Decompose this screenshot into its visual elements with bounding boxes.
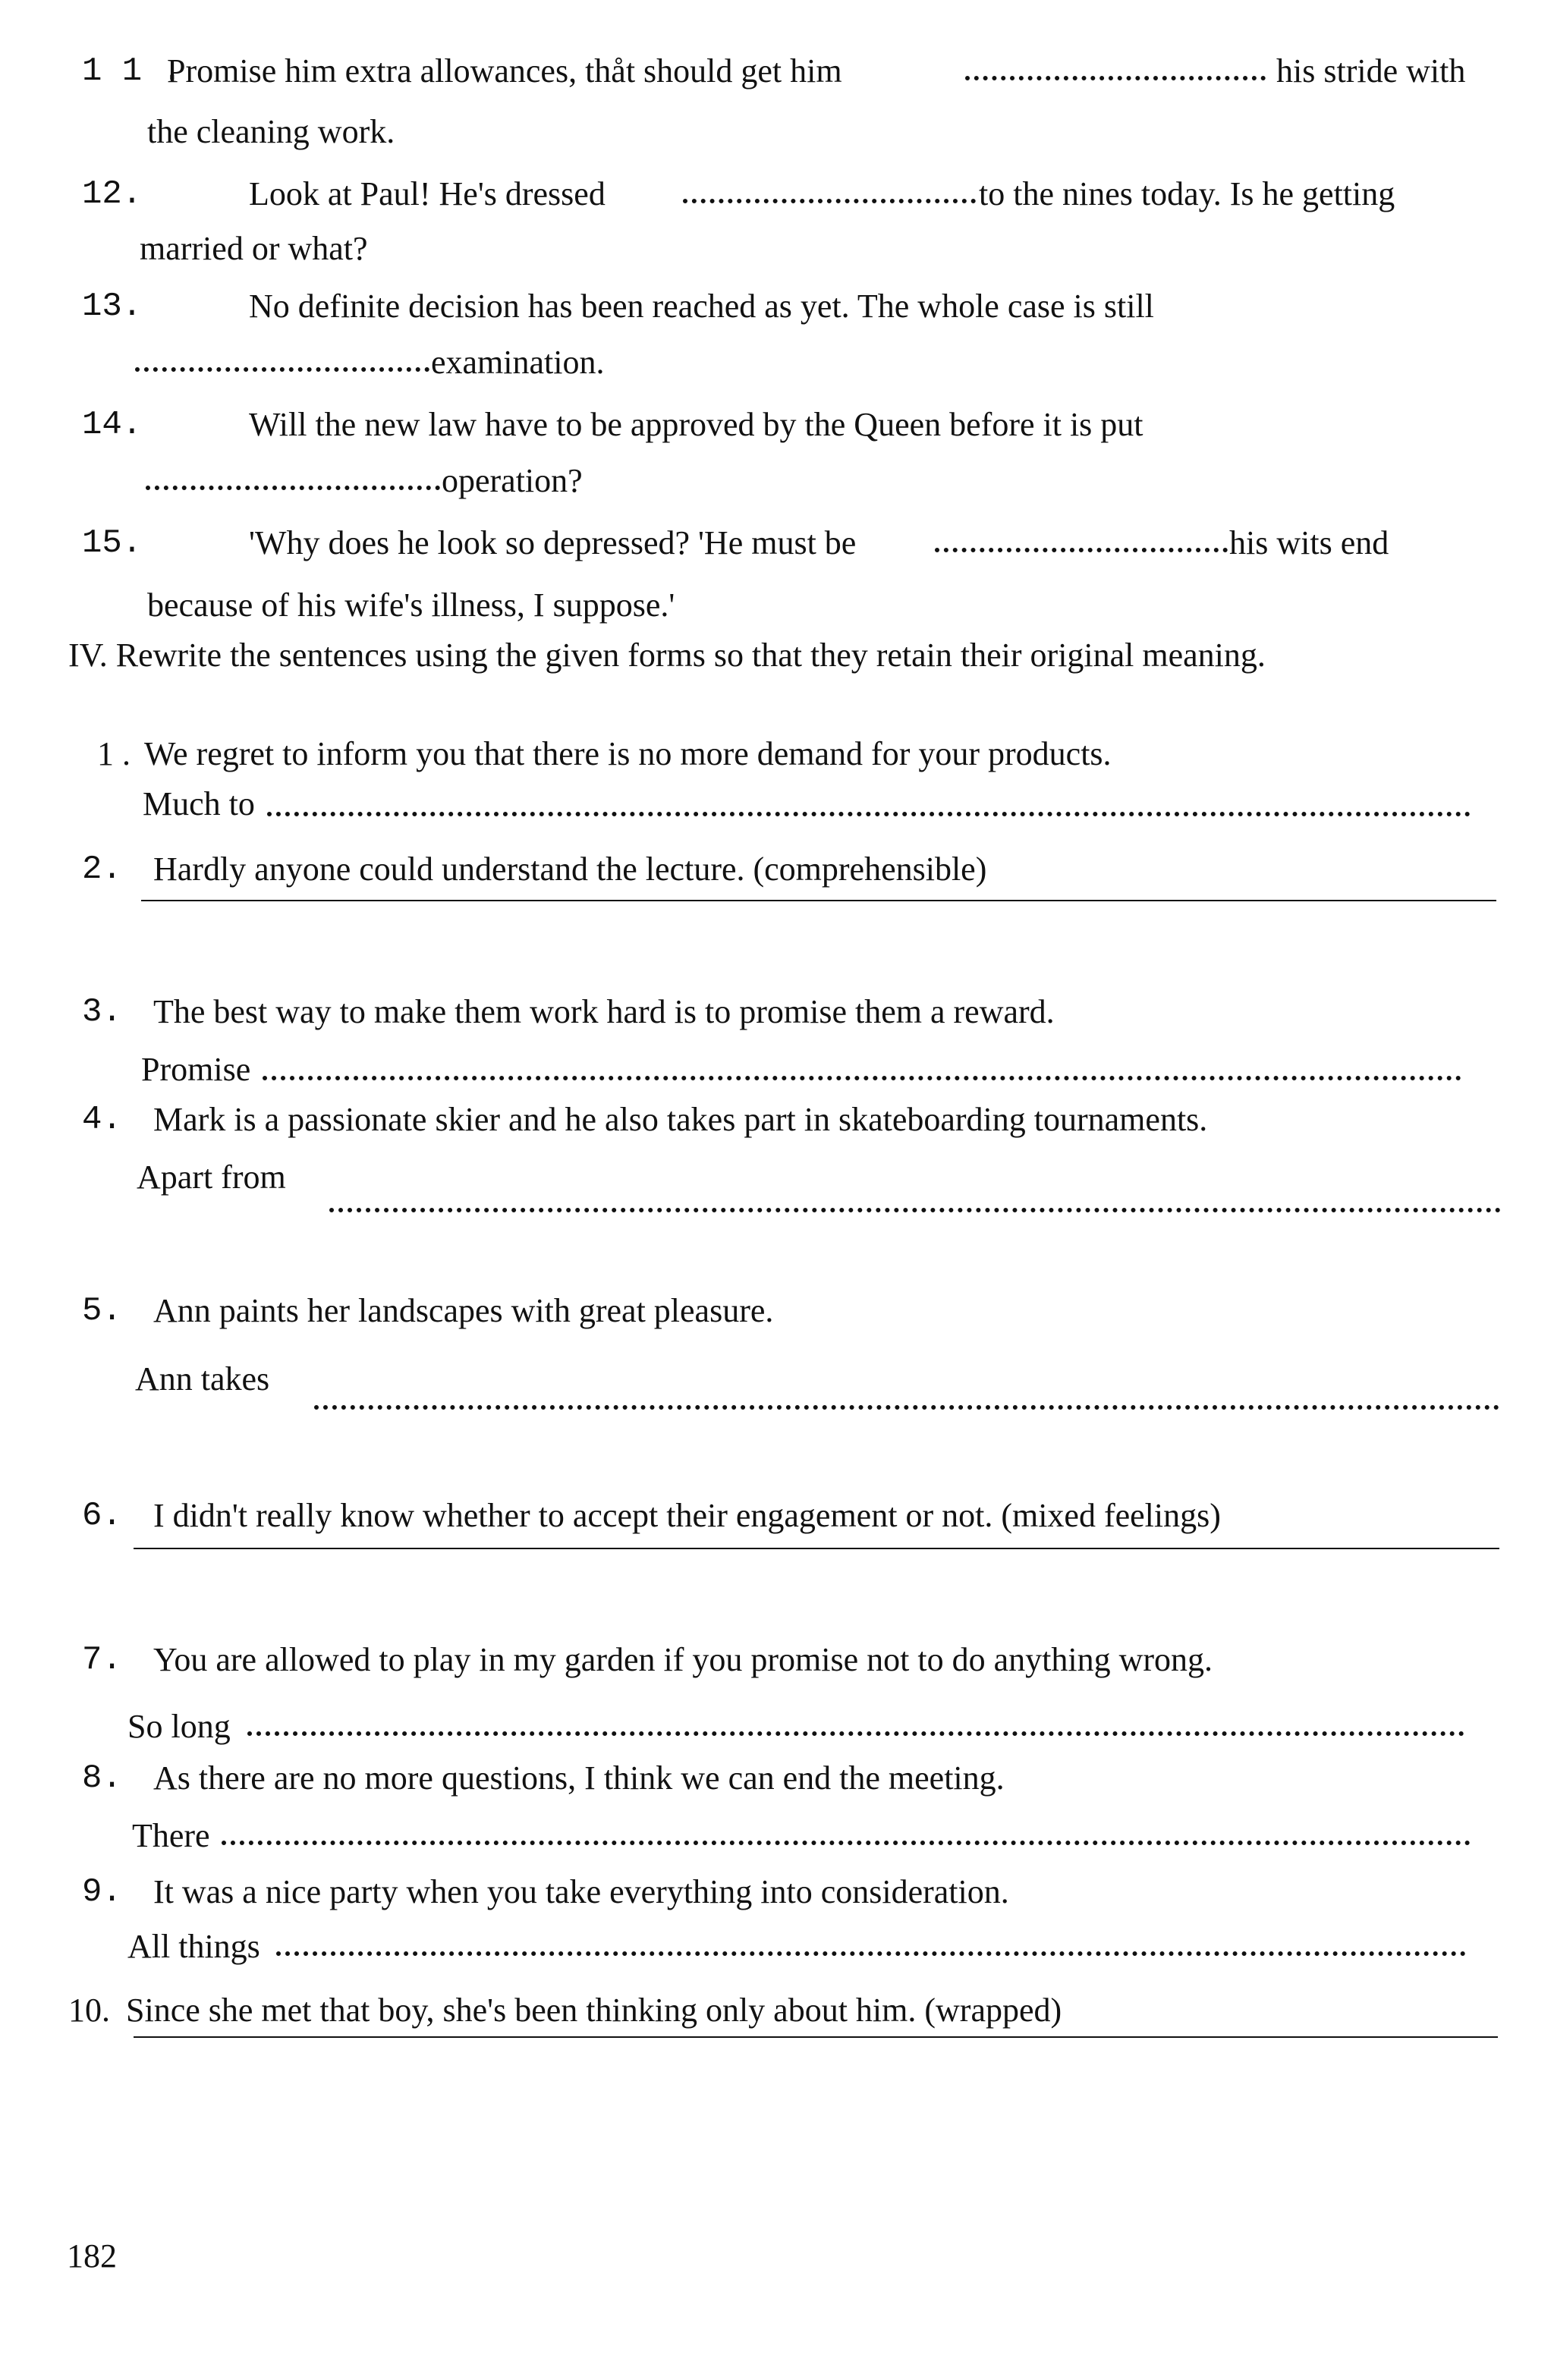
item-sentence: As there are no more questions, I think we can end the meeting. xyxy=(153,1759,1005,1797)
answer-blank[interactable] xyxy=(263,1076,1461,1080)
item-text: to the nines today. Is he getting xyxy=(979,175,1395,212)
item-text: because of his wife's illness, I suppose.' xyxy=(147,586,675,624)
item-text: married or what? xyxy=(140,230,368,267)
answer-blank[interactable] xyxy=(683,199,976,203)
item-number: 14. xyxy=(82,406,143,444)
item-number: 1 1 . xyxy=(82,52,183,90)
item-sentence: I didn't really know whether to accept their engagement or not. (mixed feelings) xyxy=(153,1497,1221,1534)
item-sentence: We regret to inform you that there is no more demand for your products. xyxy=(144,735,1112,772)
item-prompt: Apart from xyxy=(137,1159,286,1196)
item-number: 10. xyxy=(68,1992,110,2029)
item-text: his stride with xyxy=(1276,52,1466,90)
item-sentence: Ann paints her landscapes with great pleasure. xyxy=(153,1292,774,1329)
item-number: 9. xyxy=(82,1873,122,1911)
item-text: Promise him extra allowances, thåt should get him xyxy=(167,52,842,90)
answer-blank[interactable] xyxy=(935,548,1228,552)
item-number: 1 . xyxy=(97,735,131,772)
answer-blank[interactable] xyxy=(314,1405,1499,1410)
item-number: 4. xyxy=(82,1101,122,1139)
section-heading: IV. Rewrite the sentences using the given forms so that they retain their original meaning. xyxy=(68,637,1266,674)
item-number: 12. xyxy=(82,175,143,213)
item-text: Look at Paul! He's dressed xyxy=(249,175,606,212)
item-text: the cleaning work. xyxy=(147,113,395,150)
item-number: 13. xyxy=(82,288,143,325)
answer-line[interactable] xyxy=(141,900,1496,901)
item-text: Will the new law have to be approved by the Queen before it is put xyxy=(249,406,1143,443)
answer-blank[interactable] xyxy=(247,1731,1464,1736)
answer-line[interactable] xyxy=(134,2036,1498,2038)
answer-line[interactable] xyxy=(134,1548,1499,1549)
item-number: 5. xyxy=(82,1292,122,1330)
item-number: 3. xyxy=(82,993,122,1031)
item-text: operation? xyxy=(442,462,583,499)
answer-blank[interactable] xyxy=(146,486,440,490)
answer-blank[interactable] xyxy=(222,1841,1471,1845)
page-number: 182 xyxy=(67,2237,117,2275)
item-sentence: Mark is a passionate skier and he also takes part in skateboarding tournaments. xyxy=(153,1101,1208,1138)
item-prompt: There xyxy=(132,1817,210,1854)
item-sentence: It was a nice party when you take everything into consideration. xyxy=(153,1873,1009,1910)
item-sentence: You are allowed to play in my garden if you promise not to do anything wrong. xyxy=(153,1641,1213,1678)
item-prompt: Ann takes xyxy=(135,1360,270,1398)
item-prompt: Much to xyxy=(143,785,255,822)
item-prompt: All things xyxy=(127,1928,260,1965)
item-text: his wits end xyxy=(1229,524,1389,561)
answer-blank[interactable] xyxy=(267,812,1471,816)
item-prompt: So long xyxy=(127,1708,231,1745)
item-number: 15. xyxy=(82,524,143,562)
item-text: examination. xyxy=(431,344,605,381)
item-number: 8. xyxy=(82,1759,122,1797)
answer-blank[interactable] xyxy=(329,1208,1501,1212)
item-text: No definite decision has been reached as yet. The whole case is still xyxy=(249,288,1154,325)
item-text: 'Why does he look so depressed? 'He must be xyxy=(249,524,857,561)
item-number: 6. xyxy=(82,1497,122,1535)
answer-blank[interactable] xyxy=(135,367,429,372)
answer-blank[interactable] xyxy=(965,76,1266,80)
item-prompt: Promise xyxy=(141,1051,251,1088)
item-sentence: Hardly anyone could understand the lecture. (comprehensible) xyxy=(153,850,987,888)
answer-blank[interactable] xyxy=(276,1951,1466,1956)
item-sentence: Since she met that boy, she's been thinking only about him. (wrapped) xyxy=(126,1992,1062,2029)
item-number: 2. xyxy=(82,850,122,888)
item-sentence: The best way to make them work hard is to promise them a reward. xyxy=(153,993,1055,1030)
item-number: 7. xyxy=(82,1641,122,1679)
